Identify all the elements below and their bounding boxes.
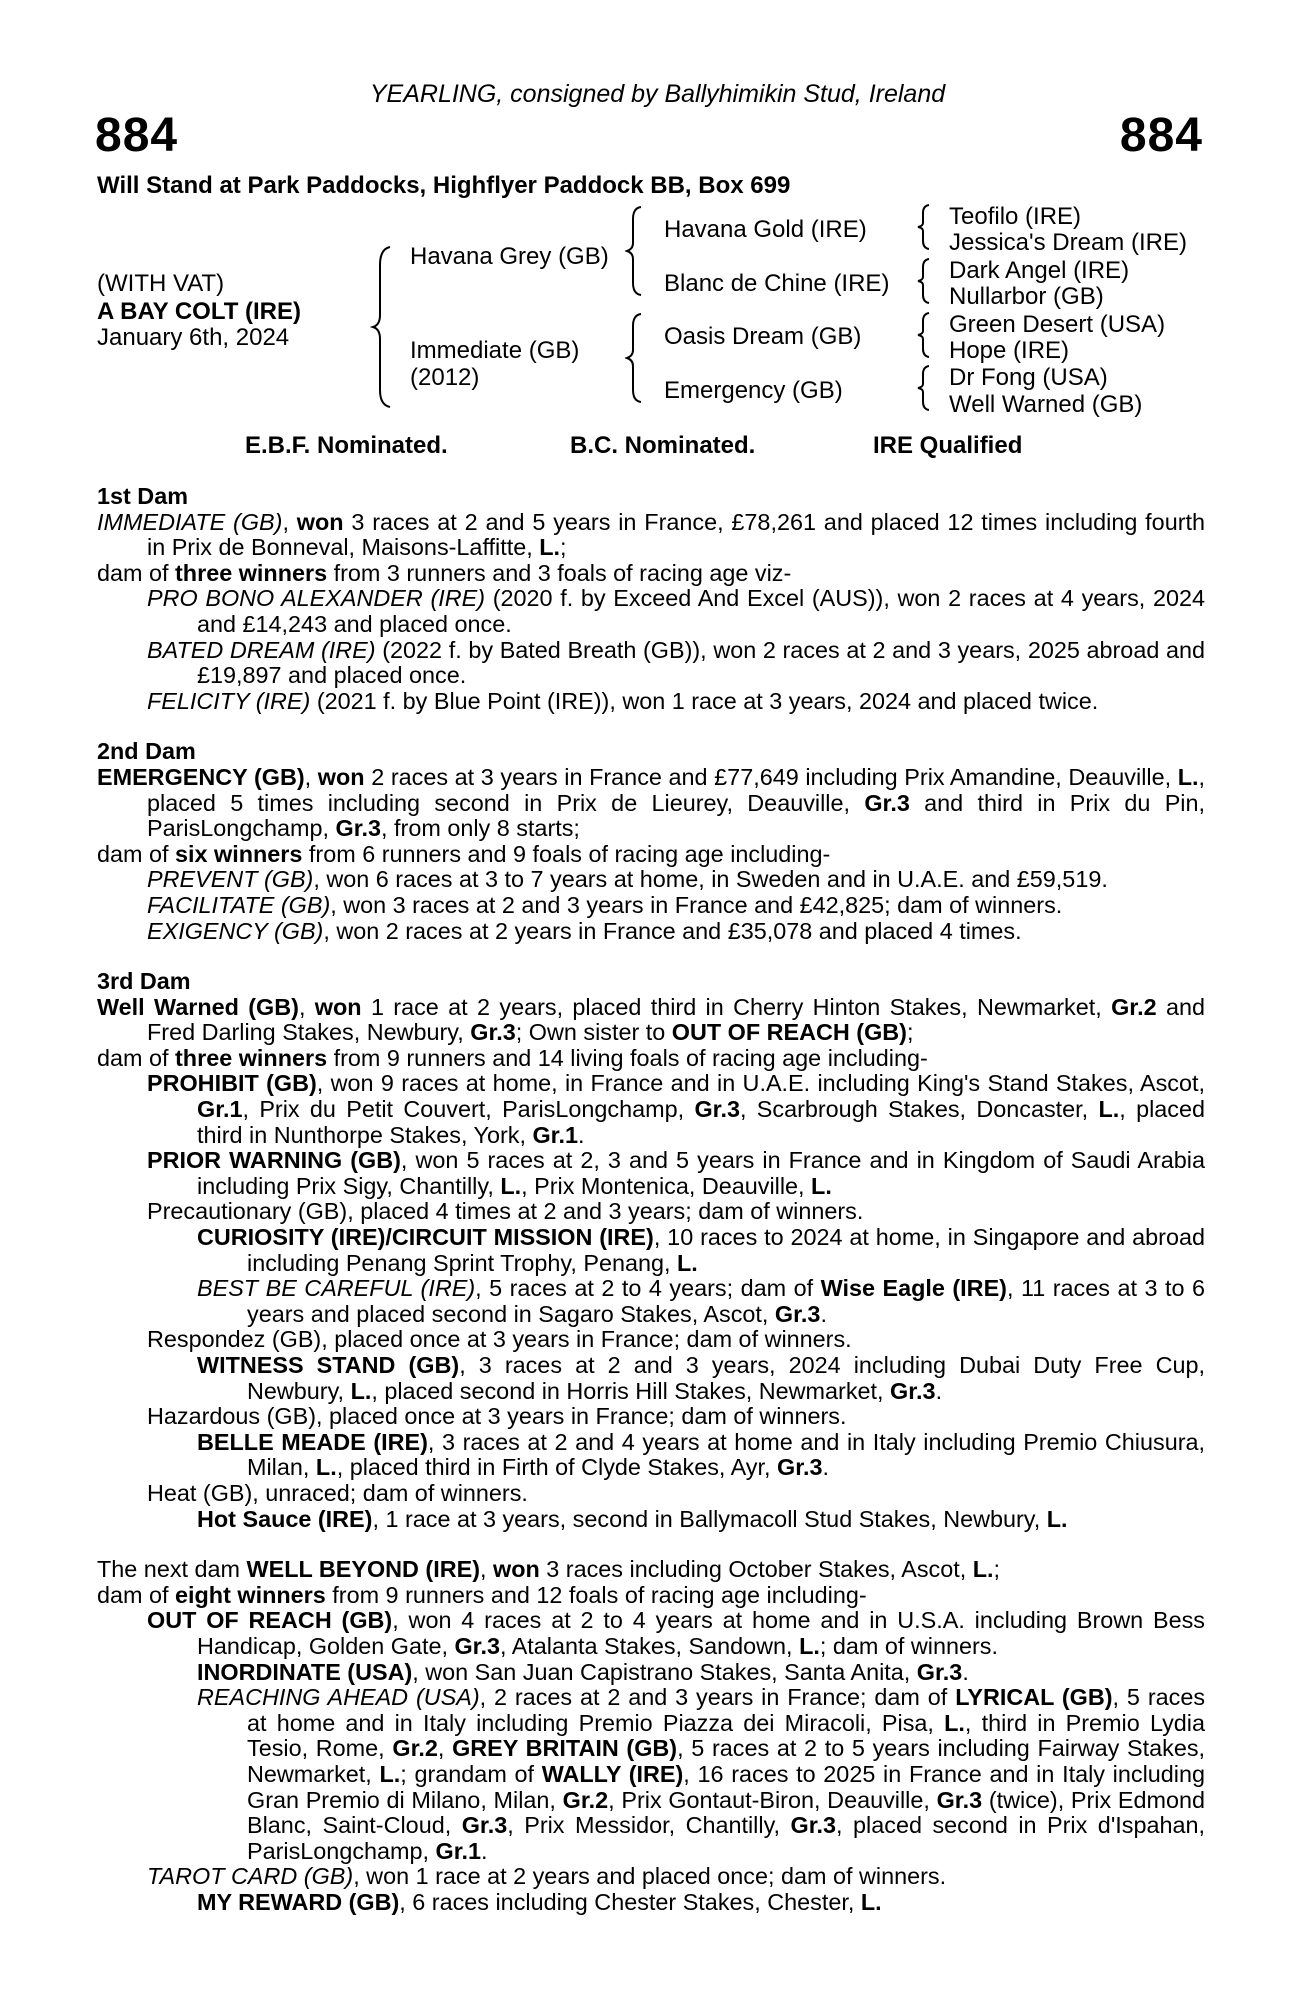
gen3-6: Hope (IRE) [949, 337, 1070, 364]
dam-dam: Emergency (GB) [664, 377, 843, 404]
produce-entry: Precautionary (GB), placed 4 times at 2 and 3 years; dam of winners. [147, 1198, 864, 1225]
gen3-5: Green Desert (USA) [949, 311, 1166, 338]
gen3-1: Teofilo (IRE) [949, 203, 1082, 230]
dam-details [97, 484, 1205, 1915]
gen3-3: Dark Angel (IRE) [949, 257, 1130, 284]
second-dam-record: EMERGENCY (GB), won 2 races at 3 years in France and £77,649 including Prix Amandine, Deauville, L., placed 5 times including second in Prix de Lieurey, Deauville, Gr.3 and third in Prix du Pin, ParisLongchamp, Gr.3, from only 8 starts; [97, 763, 1206, 842]
produce-entry: FACILITATE (GB), won 3 races at 2 and 3 years in France and £42,825; dam of winners. [147, 891, 1063, 918]
first-dam-heading: 1st Dam [97, 483, 189, 509]
lot-number-right: 884 [1119, 109, 1203, 162]
produce-entry: TAROT CARD (GB), won 1 race at 2 years and placed once; dam of winners. [147, 1863, 947, 1890]
produce-entry: BELLE MEADE (IRE), 3 races at 2 and 4 years at home and in Italy including Premio Chiusura, Milan, L., placed third in Firth of Clyde Stakes, Ayr, Gr.3. [197, 1428, 1206, 1481]
sire-sire: Havana Gold (IRE) [664, 216, 867, 243]
consignor-line: YEARLING, consigned by Ballyhimikin Stud, Ireland [369, 80, 946, 108]
produce-entry: Hazardous (GB), placed once at 3 years in France; dam of winners. [147, 1403, 847, 1430]
produce-entry: BEST BE CAREFUL (IRE), 5 races at 2 to 4 years; dam of Wise Eagle (IRE), 11 races at 3 to 6 years and placed second in Sagaro Stakes, Ascot, Gr.3. [197, 1275, 1205, 1327]
ebf-nomination: E.B.F. Nominated. [245, 432, 448, 459]
first-dam-record: IMMEDIATE (GB), won 3 races at 2 and 5 years in France, £78,261 and placed 12 times including fourth in Prix de Bonneval, Maisons-Laffitte, L.; [97, 508, 1205, 561]
gen3-7: Dr Fong (USA) [949, 364, 1108, 391]
second-dam-heading: 2nd Dam [97, 738, 196, 765]
dam-name: Immediate (GB) [410, 337, 580, 364]
produce-entry: INORDINATE (USA), won San Juan Capistrano Stakes, Santa Anita, Gr.3. [197, 1658, 969, 1685]
produce-entry: MY REWARD (GB), 6 races including Chester Stakes, Chester, L. [197, 1888, 882, 1915]
pedigree-brace-dam [625, 312, 645, 404]
next-dam-produce-summary: dam of eight winners from 9 runners and 12 foals of racing age including- [97, 1581, 867, 1608]
produce-entry: FELICITY (IRE) (2021 f. by Blue Point (IRE)), won 1 race at 3 years, 2024 and placed twice. [147, 687, 1099, 714]
lot-number-left: 884 [95, 109, 179, 162]
pedigree-brace-sire [625, 205, 645, 297]
bc-nomination: B.C. Nominated. [570, 432, 756, 459]
third-dam-heading: 3rd Dam [97, 968, 191, 995]
gen3-4: Nullarbor (GB) [949, 283, 1104, 310]
second-dam-produce-summary: dam of six winners from 6 runners and 9 foals of racing age including- [97, 840, 831, 867]
pedigree-brace-g3-1 [916, 203, 932, 251]
third-dam-record: Well Warned (GB), won 1 race at 2 years, placed third in Cherry Hinton Stakes, Newmarket, Gr.2 and Fred Darling Stakes, Newbury, Gr.3; Own sister to OUT OF REACH (GB); [97, 993, 1206, 1046]
stand-location: Will Stand at Park Paddocks, Highflyer Paddock BB, Box 699 [97, 172, 791, 199]
first-dam-produce-summary: dam of three winners from 3 runners and 3 foals of racing age viz- [97, 559, 792, 586]
produce-entry: Heat (GB), unraced; dam of winners. [147, 1479, 528, 1506]
produce-entry: PRO BONO ALEXANDER (IRE) (2020 f. by Exceed And Excel (AUS)), won 2 races at 4 years, 2024 and £14,243 and placed once. [147, 585, 1205, 637]
dam-sire: Oasis Dream (GB) [664, 323, 862, 350]
foaling-date: January 6th, 2024 [97, 324, 290, 351]
pedigree-brace-g3-3 [916, 311, 932, 359]
pedigree-brace-g3-2 [916, 257, 932, 305]
horse-name: A BAY COLT (IRE) [97, 298, 302, 325]
next-dam-record: The next dam WELL BEYOND (IRE), won 3 races including October Stakes, Ascot, L.; [97, 1556, 1001, 1583]
produce-entry: OUT OF REACH (GB), won 4 races at 2 to 4 years at home and in U.S.A. including Brown Bess Handicap, Golden Gate, Gr.3, Atalanta Stakes, Sandown, L.; dam of winners. [147, 1607, 1205, 1659]
gen3-2: Jessica's Dream (IRE) [949, 229, 1187, 256]
produce-entry: Respondez (GB), placed once at 3 years in France; dam of winners. [147, 1326, 852, 1353]
sire-dam: Blanc de Chine (IRE) [664, 270, 890, 297]
pedigree-brace-main [370, 245, 395, 410]
dam-year: (2012) [410, 364, 480, 391]
ire-qualified: IRE Qualified [873, 432, 1023, 459]
sire-name: Havana Grey (GB) [410, 243, 609, 270]
produce-entry: PRIOR WARNING (GB), won 5 races at 2, 3 and 5 years in France and in Kingdom of Saudi Arabia including Prix Sigy, Chantilly, L., Prix Montenica, Deauville, L. [147, 1147, 1205, 1199]
pedigree-brace-g3-4 [916, 364, 932, 412]
produce-entry: CURIOSITY (IRE)/CIRCUIT MISSION (IRE), 10 races to 2024 at home, in Singapore and abroad including Penang Sprint Trophy, Penang, L. [197, 1224, 1205, 1276]
produce-entry: REACHING AHEAD (USA), 2 races at 2 and 3 years in France; dam of LYRICAL (GB), 5 races at home and in Italy including Premio Piazza dei Miracoli, Pisa, L., third in Premio Lydia Tesio, Rome, Gr.2, GREY BRITAIN (GB), 5 races at 2 to 5 years including Fairway Stakes, Newmarket, L.; grandam of WALLY (IRE), 16 races to 2025 in France and in Italy including Gran Premio di Milano, Milan, Gr.2, Prix Gontaut-Biron, Deauville, Gr.3 (twice), Prix Edmond Blanc, Saint-Cloud, Gr.3, Prix Messidor, Chantilly, Gr.3, placed second in Prix d'Ispahan, ParisLongchamp, Gr.1. [197, 1684, 1206, 1864]
produce-entry: PROHIBIT (GB), won 9 races at home, in France and in U.A.E. including King's Stand Stakes, Ascot, Gr.1, Prix du Petit Couvert, ParisLongchamp, Gr.3, Scarbrough Stakes, Doncaster, L., placed third in Nunthorpe Stakes, York, Gr.1. [147, 1070, 1206, 1148]
vat-label: (WITH VAT) [97, 270, 225, 297]
third-dam-produce-summary: dam of three winners from 9 runners and 14 living foals of racing age including- [97, 1044, 928, 1071]
produce-entry: BATED DREAM (IRE) (2022 f. by Bated Breath (GB)), won 2 races at 2 and 3 years, 2025 abroad and £19,897 and placed once. [147, 636, 1206, 689]
produce-entry: EXIGENCY (GB), won 2 races at 2 years in France and £35,078 and placed 4 times. [147, 917, 1022, 944]
produce-entry: Hot Sauce (IRE), 1 race at 3 years, second in Ballymacoll Stud Stakes, Newbury, L. [197, 1505, 1068, 1532]
produce-entry: WITNESS STAND (GB), 3 races at 2 and 3 years, 2024 including Dubai Duty Free Cup, Newbury, L., placed second in Horris Hill Stakes, Newmarket, Gr.3. [197, 1352, 1205, 1404]
gen3-8: Well Warned (GB) [949, 391, 1143, 418]
produce-entry: PREVENT (GB), won 6 races at 3 to 7 years at home, in Sweden and in U.A.E. and £59,519. [147, 866, 1108, 893]
